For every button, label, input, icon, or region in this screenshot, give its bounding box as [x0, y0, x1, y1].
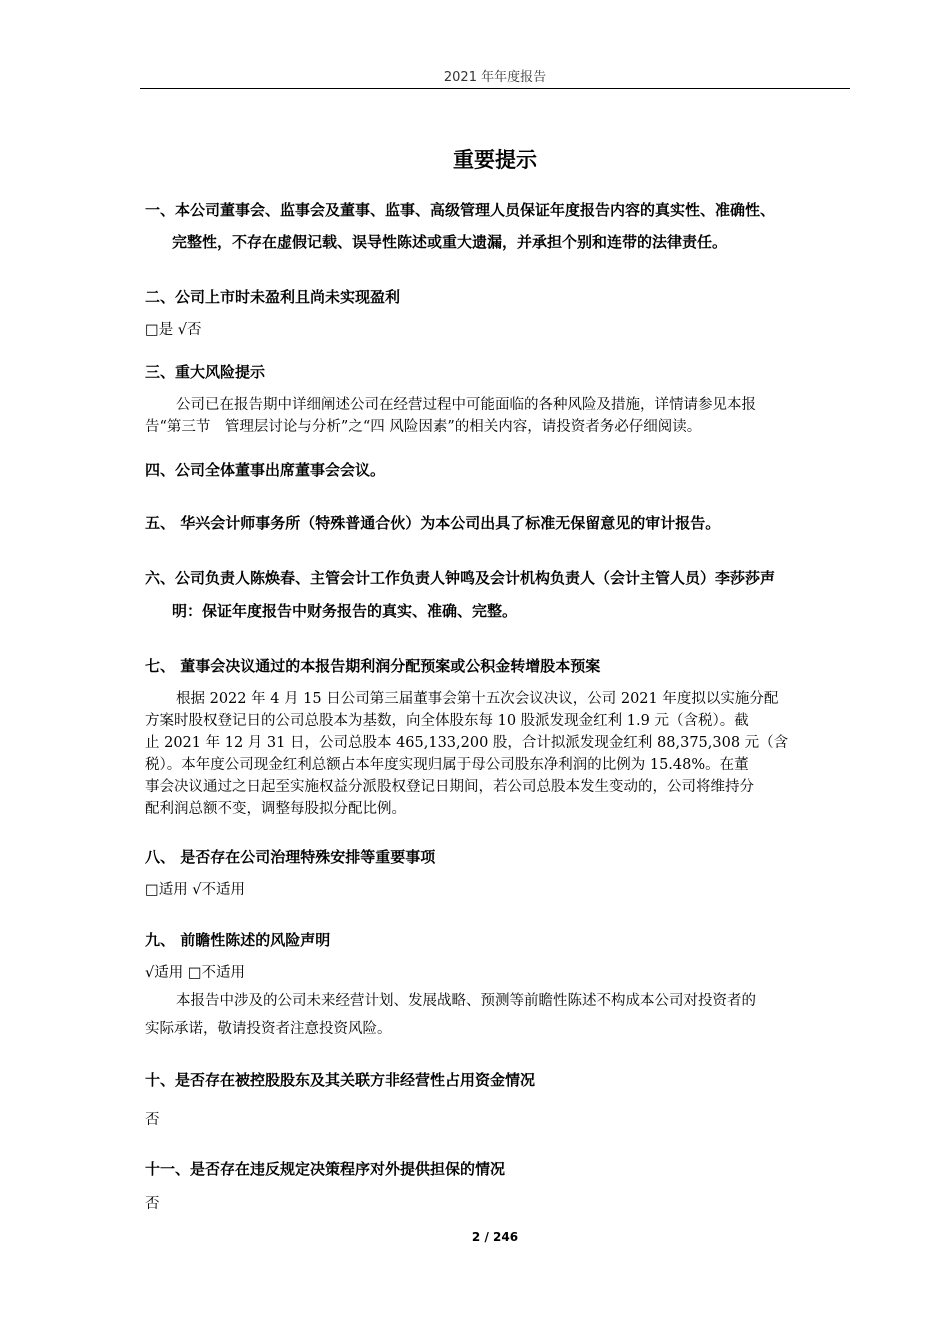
- section-11-heading: 十一、是否存在违反规定决策程序对外提供担保的情况: [145, 1160, 506, 1178]
- section-7-line: 根据 2022 年 4 月 15 日公司第三届董事会第十五次会议决议，公司 2021 年度拟以实施分配: [176, 691, 779, 707]
- section-11-answer: 否: [145, 1196, 160, 1212]
- header-rule: [140, 88, 850, 89]
- section-7-line: 方案时股权登记日的公司总股本为基数，向全体股东每 10 股派发现金红利 1.9 元（含税）。截: [145, 713, 749, 729]
- section-5-heading: 五、 华兴会计师事务所（特殊普通合伙）为本公司出具了标准无保留意见的审计报告。: [145, 514, 721, 532]
- section-7-line: 事会决议通过之日起至实施权益分派股权登记日期间，若公司总股本发生变动的，公司将维持分: [145, 779, 754, 795]
- section-6-line-2: 明：保证年度报告中财务报告的真实、准确、完整。: [172, 602, 518, 620]
- section-8-choice: □适用 √不适用: [145, 882, 246, 898]
- section-9-choice: √适用 □不适用: [145, 965, 246, 981]
- page-number: 2 / 246: [471, 1230, 519, 1244]
- section-4-heading: 四、公司全体董事出席董事会会议。: [145, 461, 386, 479]
- section-9-line-1: 本报告中涉及的公司未来经营计划、发展战略、预测等前瞻性陈述不构成本公司对投资者的: [176, 993, 756, 1009]
- section-2-choice: □是 √否: [145, 322, 202, 338]
- section-2-heading: 二、公司上市时未盈利且尚未实现盈利: [145, 288, 401, 306]
- section-3-line-2: 告“第三节 管理层讨论与分析”之“四 风险因素”的相关内容，请投资者务必仔细阅读。: [145, 419, 702, 435]
- section-10-answer: 否: [145, 1112, 160, 1128]
- section-7-line: 税）。本年度公司现金红利总额占本年度实现归属于母公司股东净利润的比例为 15.48%。在董: [145, 757, 749, 773]
- section-1-line-2: 完整性，不存在虚假记载、误导性陈述或重大遗漏，并承担个别和连带的法律责任。: [172, 233, 728, 251]
- section-6-line-1: 六、公司负责人陈焕春、主管会计工作负责人钟鸣及会计机构负责人（会计主管人员）李莎莎声: [145, 569, 776, 587]
- section-1-line-1: 一、本公司董事会、监事会及董事、监事、高级管理人员保证年度报告内容的真实性、准确性、: [145, 201, 776, 219]
- running-header: 2021 年年度报告: [443, 70, 547, 85]
- section-7-line: 止 2021 年 12 月 31 日，公司总股本 465,133,200 股，合计拟派发现金红利 88,375,308 元（含: [145, 735, 789, 751]
- section-3-line-1: 公司已在报告期中详细阐述公司在经营过程中可能面临的各种风险及措施，详情请参见本报: [176, 397, 756, 413]
- section-10-heading: 十、是否存在被控股股东及其关联方非经营性占用资金情况: [145, 1071, 536, 1089]
- section-9-heading: 九、 前瞻性陈述的风险声明: [145, 931, 331, 949]
- section-9-line-2: 实际承诺，敬请投资者注意投资风险。: [145, 1021, 392, 1037]
- section-3-heading: 三、重大风险提示: [145, 363, 266, 381]
- page-title: 重要提示: [453, 147, 537, 172]
- section-7-line: 配利润总额不变，调整每股拟分配比例。: [145, 801, 406, 817]
- section-8-heading: 八、 是否存在公司治理特殊安排等重要事项: [145, 848, 436, 866]
- section-7-heading: 七、 董事会决议通过的本报告期利润分配预案或公积金转增股本预案: [145, 657, 601, 675]
